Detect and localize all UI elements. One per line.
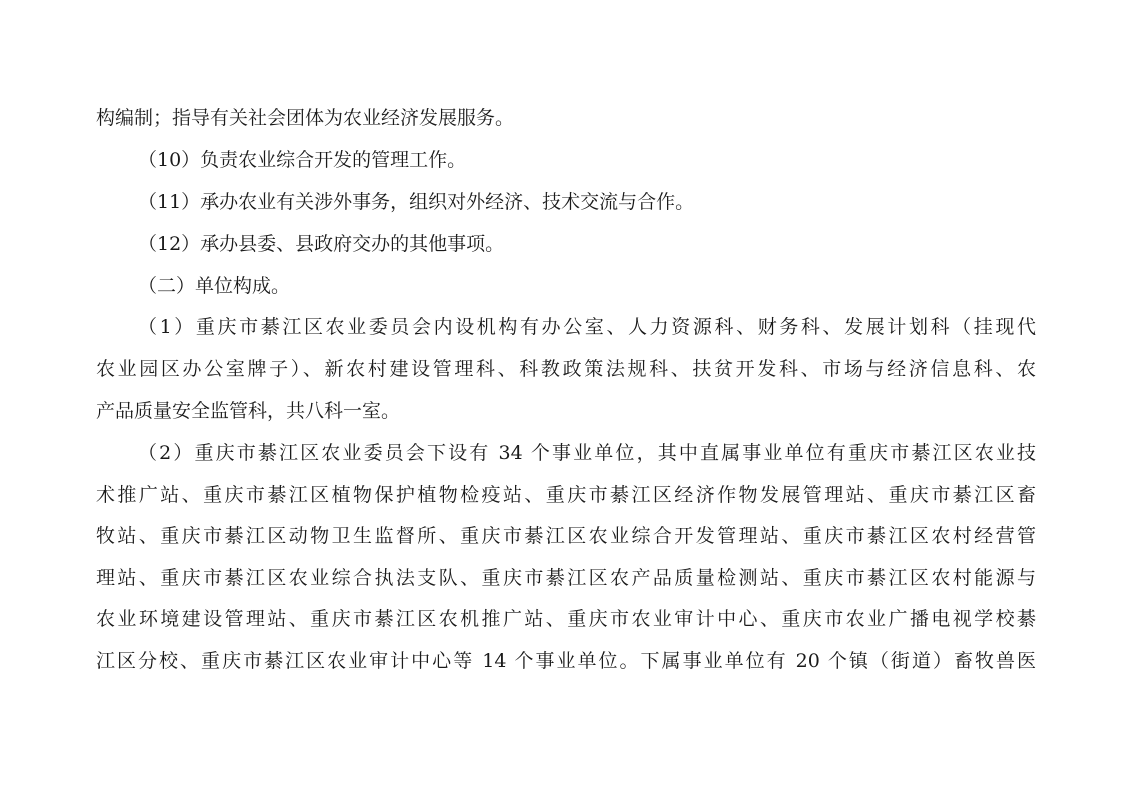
paragraph-line-2-cont: 术推广站、重庆市綦江区植物保护植物检疫站、重庆市綦江区经济作物发展管理站、重庆市綦江区畜 (96, 484, 1036, 506)
paragraph-line-2-cont: 农业环境建设管理站、重庆市綦江区农机推广站、重庆市农业审计中心、重庆市农业广播电视学校綦 (96, 608, 1036, 630)
paragraph-line-item-12: （12）承办县委、县政府交办的其他事项。 (138, 233, 505, 255)
paragraph-line-1-start: （1）重庆市綦江区农业委员会内设机构有办公室、人力资源科、财务科、发展计划科（挂现代 (138, 316, 1036, 338)
paragraph-line-2-start: （2）重庆市綦江区农业委员会下设有 34 个事业单位，其中直属事业单位有重庆市綦江区农业技 (138, 442, 1036, 464)
paragraph-line-item-11: （11）承办农业有关涉外事务，组织对外经济、技术交流与合作。 (138, 191, 695, 213)
paragraph-line-2-cont: 理站、重庆市綦江区农业综合执法支队、重庆市綦江区农产品质量检测站、重庆市綦江区农村能源与 (96, 567, 1036, 589)
paragraph-line-1-end: 产品质量安全监管科，共八科一室。 (96, 400, 401, 422)
paragraph-line-continuation: 构编制；指导有关社会团体为农业经济发展服务。 (96, 107, 515, 129)
paragraph-line-2-cont: 牧站、重庆市綦江区动物卫生监督所、重庆市綦江区农业综合开发管理站、重庆市綦江区农村经营管 (96, 525, 1036, 547)
paragraph-line-1-cont: 农业园区办公室牌子）、新农村建设管理科、科教政策法规科、扶贫开发科、市场与经济信息科、农 (96, 358, 1036, 380)
paragraph-line-item-10: （10）负责农业综合开发的管理工作。 (138, 149, 467, 171)
paragraph-line-2-cont: 江区分校、重庆市綦江区农业审计中心等 14 个事业单位。下属事业单位有 20 个镇（街道）畜牧兽医 (96, 650, 1036, 672)
section-heading-unit-composition: （二）单位构成。 (138, 275, 291, 297)
